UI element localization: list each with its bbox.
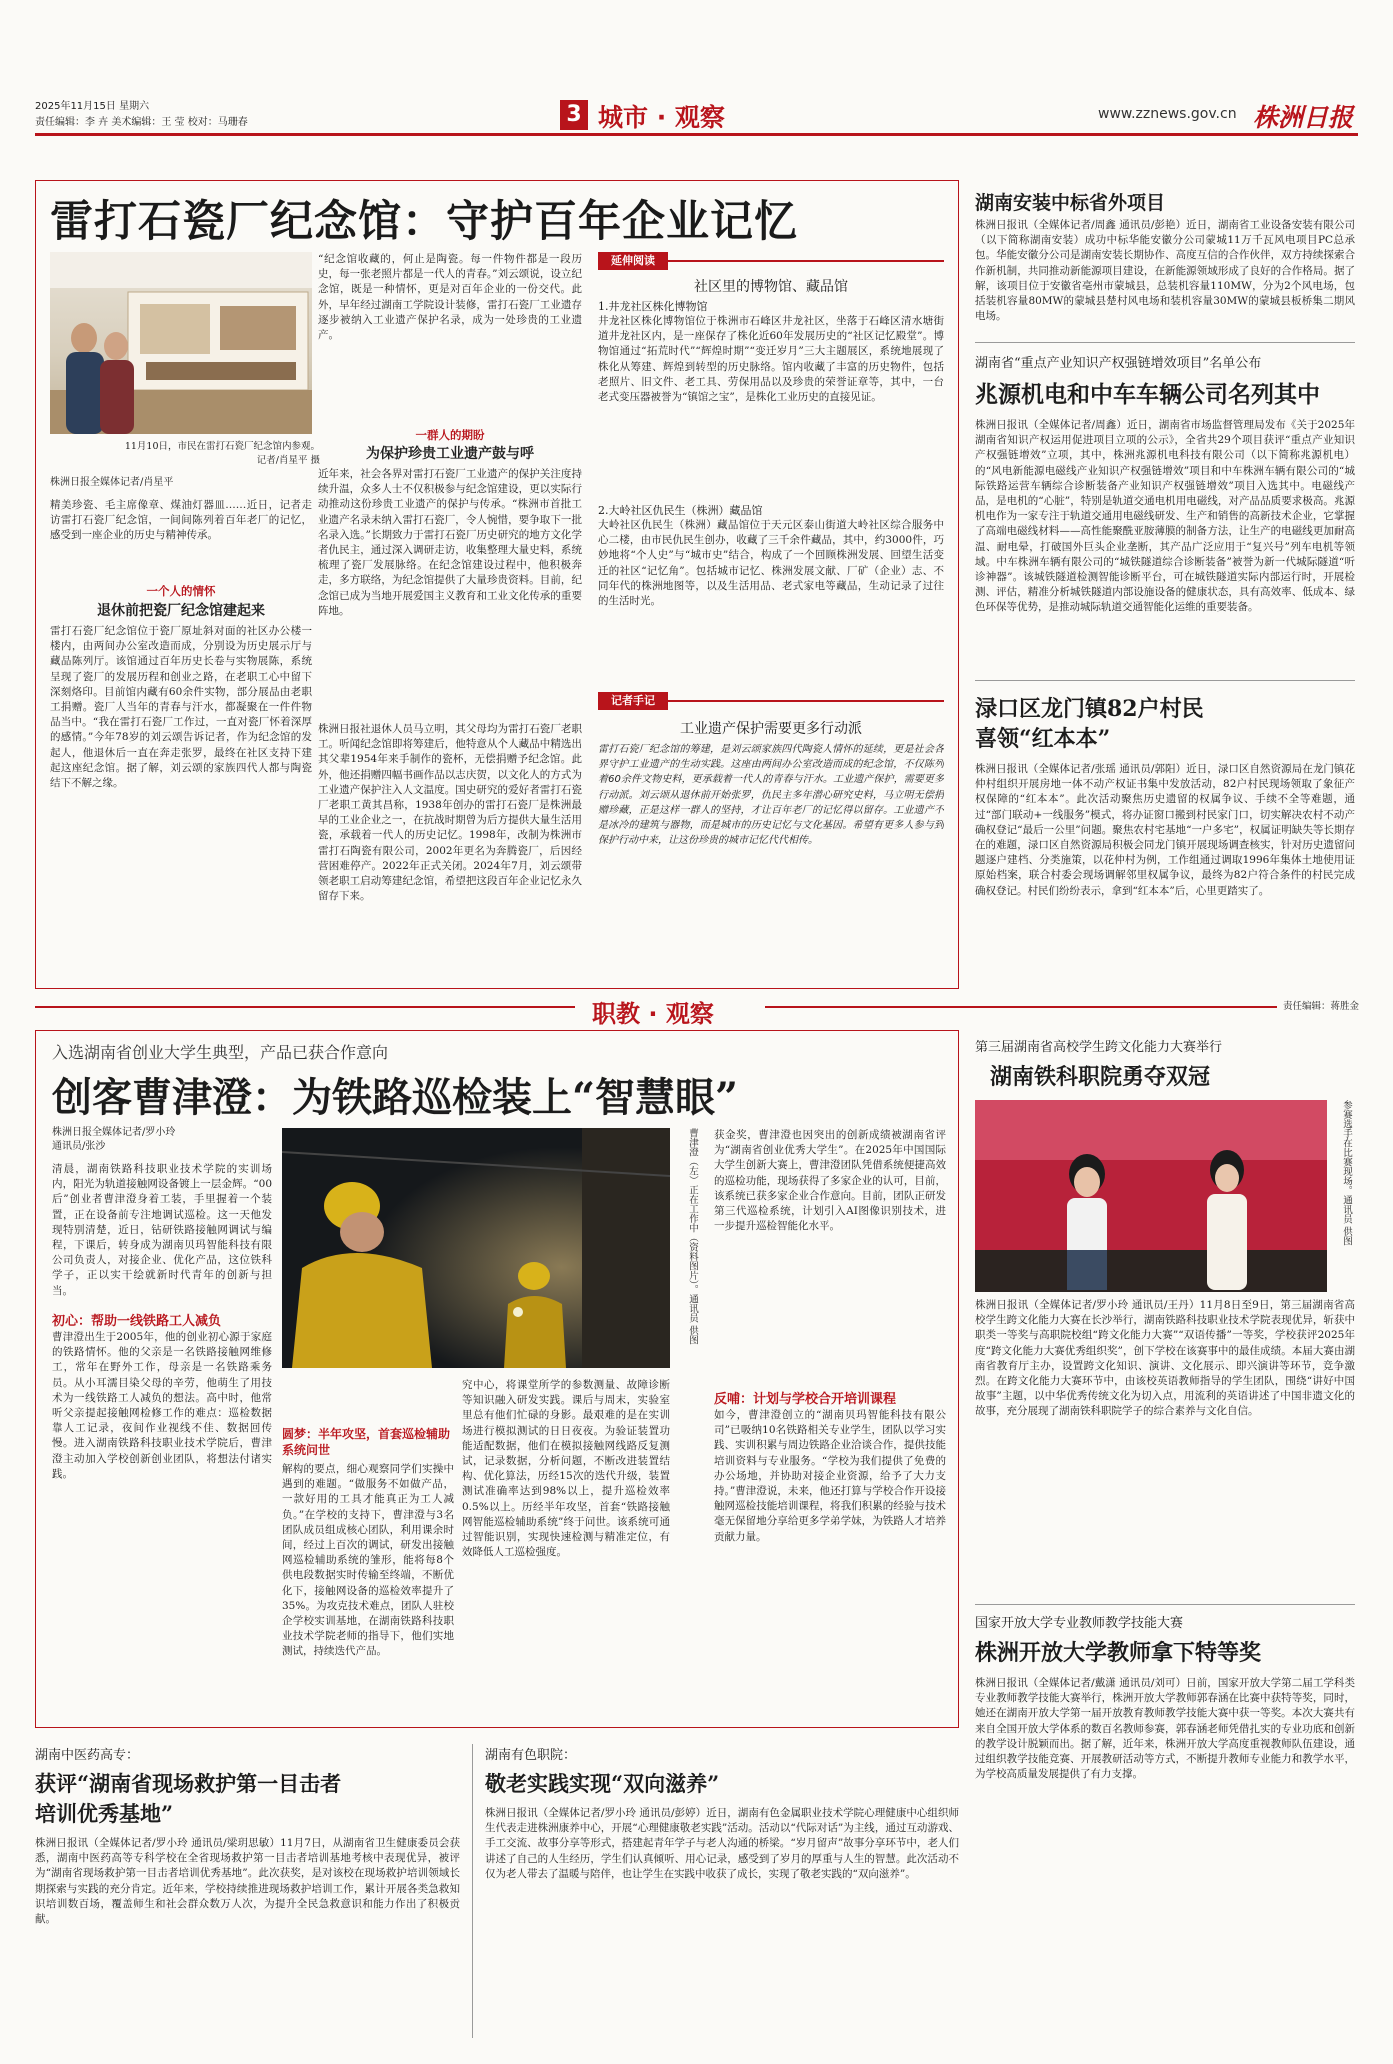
article2-byline1: 株洲日报全媒体记者/罗小玲 bbox=[52, 1127, 176, 1138]
article2-text1: 清晨，湖南铁路科技职业技术学院的实训场内，阳光为轨道接触网设备镀上一层金辉。“00后”创业者曹津澄身着工装，手里握着一个装置，正在设备前专注地调试巡检。这一天他发现特别清楚，近日，钻研铁路接触网调试与编程，下课后，转身成为湖南贝玛智能科技有限公司负责人，对接企业、优化产品，这位铁科学子，正以实干绘就新时代青年的创新与担当。 bbox=[52, 1163, 272, 1297]
article2-title: 创客曹津澄：为铁路巡检装上“智慧眼” bbox=[52, 1074, 739, 1121]
article2-photo bbox=[282, 1128, 670, 1368]
news7-kicker: 湖南有色职院： bbox=[485, 1748, 577, 1763]
news7-text: 株洲日报讯（全媒体记者/罗小玲 通讯员/彭婷）近日，湖南有色金属职业技术学院心理健康中心组织师生代表走进株洲康养中心，开展“心理健康敬老实践”活动。活动以“代际对话”为主线，通过互动游戏、手工交流、故事分享等形式，搭建起青年学子与老人沟通的桥梁。“岁月留声”故事分享环节中，老人们讲述了自己的人生经历，学生们认真倾听、用心记录，感受到了岁月的厚重与人生的智慧。此次活动不仅为老人带去了温暖与陪伴，也让学生在实践中收获了成长，实现了敬老实践的“双向滋养”。 bbox=[485, 1807, 959, 1880]
news2-text: 株洲日报讯（全媒体记者/周鑫）近日，湖南省市场监督管理局发布《关于2025年湖南省知识产权运用促进项目立项的公示》，全省共29个项目获评“重点产业知识产权强链增效”立项，其中，株洲兆源机电科技有限公司（以下简称兆源机电）的“风电新能源电磁线产业知识产权强链增效”项目和中车株洲车辆有限公司的“城际铁路运营车辆综合诊断装备产业知识产权强链增效”项目入选其中。电磁线产品，是电机的“心脏”，特别是轨道交通电机用电磁线，对产品品质要求极高。兆源机电作为一家专注于轨道交通用电磁线研发、生产和销售的高新技术企业，它掌握了高端电磁线材料——高性能聚酰亚胺薄膜的制备方法，让生产的电磁线更加耐高温、耐电晕，打破国外巨头企业垄断，其产品广泛应用于“复兴号”列车电机等领域。中车株洲车辆有限公司的“城铁隧道综合诊断装备”被誉为新一代城际隧道“听诊神器”。该城铁隧道检测智能诊断平台，可在城铁隧道实际内部运行时，开展检测、评估，精准分析城铁隧道内部设施设备的健康状态，具有高效率、低成本、绿色环保等优势，是推动城际轨道交通智能化运维的重要装备。 bbox=[975, 419, 1355, 614]
news1-divider bbox=[975, 342, 1355, 343]
news3-text: 株洲日报讯（全媒体记者/张瑶 通讯员/郭阳）近日，渌口区自然资源局在龙门镇花仲村组织开展房地一体不动产权证书集中发放活动，82户村民现场领取了象征产权保障的“红本本”。此次活动聚焦历史遗留的权属争议、手续不全等难题，通过“部门联动+一线服务”模式，将办证窗口搬到村民家门口，切实解决农村不动产确权登记“最后一公里”问题。聚焦农村宅基地“一户多宅”，权属证明缺失等长期存在的难题，渌口区自然资源局积极会同龙门镇开展现场调查核实，针对历史遗留问题逐户建档、分类施策，以花仲村为例，工作组通过调取1996年集体土地使用证原始档案，联合村委会现场调解邻里权属争议，最终为82户符合条件的村民完成确权登记。村民们纷纷表示，拿到“红本本”后，心里更踏实了。 bbox=[975, 763, 1355, 897]
article2-text5: 获金奖，曹津澄也因突出的创新成绩被湖南省评为“湖南省创业优秀大学生”。在2025年中国国际大学生创新大赛上，曹津澄团队凭借系统便捷高效的巡检功能，现场获得了多家企业的认可，目前，该系统已获多家企业合作意向。目前，团队正研发第三代巡检系统，计划引入AI图像识别技术，进一步提升巡检智能化水平。 bbox=[714, 1129, 946, 1233]
sidebar-item1-text: 井龙社区株化博物馆位于株洲市石峰区井龙社区，坐落于石峰区清水塘街道井龙社区内，是一座保存了株化近60年发展历史的“社区记忆殿堂”。博物馆通过“拓荒时代”“辉煌时期”“变迁岁月”三大主题展区，系统地展现了株化从筹建、辉煌到转型的历史脉络。馆内收藏了丰富的历史物件，包括老照片、旧文件、老工具、劳保用品以及珍贵的荣誉证章等，其中，一台老式变压器被誉为“镇馆之宝”，是株化工业历史的直接见证。 bbox=[598, 315, 944, 404]
news4-kicker: 第三届湖南省高校学生跨文化能力大赛举行 bbox=[975, 1040, 1223, 1055]
sidebar-item2-title: 2.大岭社区仇民生（株洲）藏品馆 bbox=[598, 504, 763, 517]
news5-title: 株洲开放大学教师拿下特等奖 bbox=[975, 1640, 1262, 1666]
article1-text2: “纪念馆收藏的，何止是陶瓷。每一件物件都是一段历史，每一张老照片都是一代人的青春。”刘云颂说，设立纪念馆，既是一种情怀，更是对百年企业的一份交代。此外，早年经过湖南工学院设计装修，雷打石瓷厂工业遗存逐步被纳入工业遗产保护名录，成为一处珍贵的工业遗产。 bbox=[318, 253, 582, 342]
news1-text: 株洲日报讯（全媒体记者/周鑫 通讯员/彭艳）近日，湖南省工业设备安装有限公司（以下简称湖南安装）成功中标华能安徽分公司蒙城11万千瓦风电项目PC总承包。华能安徽分公司是湖南安装长期协作、高度互信的合作伙伴，双方持续探索合作新机制，共同推动新能源项目建设，在新能源领域形成了良好的合作格局。据了解，该项目位于安徽省亳州市蒙城县，总装机容量110MW，分为2个风电场，包括装机容量80MW的蒙城县楚村风电场和装机容量30MW的蒙城县板桥集二期风电场。 bbox=[975, 219, 1355, 323]
news4-title: 湖南铁科职院勇夺双冠 bbox=[990, 1064, 1211, 1090]
sidebar-title: 社区里的博物馆、藏品馆 bbox=[694, 279, 848, 295]
news3-title-line1: 渌口区龙门镇82户村民 bbox=[975, 696, 1204, 722]
article2-sub2: 圆梦：半年攻坚，首套巡检辅助系统问世 bbox=[282, 1427, 451, 1457]
website[interactable]: www.zznews.gov.cn bbox=[1098, 106, 1237, 122]
news4-photo-caption: 参赛选手在比赛现场。通讯员 供图 bbox=[1341, 1100, 1352, 1246]
article1-photo-caption: 11月10日，市民在雷打石瓷厂纪念馆内参观。 bbox=[124, 441, 320, 452]
article1-photo-credit: 记者/肖星平 摄 bbox=[256, 455, 320, 466]
sidebar-tag-rule bbox=[668, 260, 944, 262]
article1-text3: 近年来，社会各界对雷打石瓷厂工业遗产的保护关注度持续升温，众多人士不仅积极参与纪念馆建设，更以实际行动推动这份珍贵工业遗产的保护与传承。“株洲市首批工业遗产名录未纳入雷打石瓷厂，令人惋惜，要争取下一批名录入选。”长期致力于雷打石瓷厂历史研究的地方文化学者仇民主，通过深入调研走访，收集整理大量史料，系统梳理了瓷厂发展脉络。在纪念馆建设过程中，他积极奔走，多方联络，为纪念馆提供了大量珍贵资料。目前，纪念馆已成为当地开展爱国主义教育和工业文化传承的重要阵地。 bbox=[318, 468, 582, 617]
article1-sub1-small: 一个人的情怀 bbox=[146, 584, 216, 598]
article2-byline2: 通讯员/张沙 bbox=[52, 1141, 106, 1152]
article1-title: 雷打石瓷厂纪念馆：守护百年企业记忆 bbox=[50, 197, 798, 247]
article2-kicker: 入选湖南省创业大学生典型，产品已获合作意向 bbox=[52, 1043, 389, 1062]
news6-title-line2: 培训优秀基地” bbox=[35, 1801, 174, 1826]
article1-lead: 精美珍瓷、毛主席像章、煤油灯器皿……近日，记者走访雷打石瓷厂纪念馆，一间间陈列着百年老厂的记忆，感受到一座企业的历史与精神传承。 bbox=[50, 499, 312, 542]
news2-kicker: 湖南省“重点产业知识产权强链增效项目”名单公布 bbox=[975, 356, 1262, 371]
page-editors: 责任编辑：李 卉 美术编辑：王 莹 校对：马珊春 bbox=[35, 117, 248, 128]
article2-text2: 曹津澄出生于2005年，他的创业初心源于家庭的铁路情怀。他的父亲是一名铁路接触网维修工，常年在野外工作，母亲是一名铁路乘务员。从小耳濡目染父母的辛劳，他萌生了用技术为一线铁路工人减负的想法。高中时，他常听父亲提起接触网检修工作的难点：巡检数据靠人工记录，夜间作业视线不佳、数据回传慢。进入湖南铁路科技职业技术学院后，曹津澄主动加入学校创新创业团队，将想法付诸实践。 bbox=[52, 1331, 272, 1480]
section2-title: 职教 · 观察 bbox=[592, 1000, 714, 1028]
note-title: 工业遗产保护需要更多行动派 bbox=[680, 721, 862, 737]
note-tag: 记者手记 bbox=[598, 692, 668, 710]
article2-text3: 解构的要点，细心观察同学们实操中遇到的难题。“做服务不如做产品，一款好用的工具才能真正为工人减负。”在学校的支持下，曹津澄与3名团队成员组成核心团队，利用课余时间，经过上百次的调试，研发出接触网巡检辅助系统的雏形，能将每8个供电段数据实时传输至终端，不断优化下，接触网设备的巡检效率提升了35%。为攻克技术难点，团队人驻校企学校实训基地，在湖南铁路科技职业技术学院老师的指导下，他们实地测试，持续迭代产品。 bbox=[282, 1463, 454, 1658]
article2-sub1: 初心：帮助一线铁路工人减负 bbox=[52, 1314, 222, 1329]
issue-date: 2025年11月15日 星期六 bbox=[35, 101, 150, 112]
news6-kicker: 湖南中医药高专： bbox=[35, 1748, 140, 1763]
news3-title-line2: 喜领“红本本” bbox=[975, 726, 1111, 752]
news6-title-line1: 获评“湖南省现场救护第一目击者 bbox=[35, 1771, 342, 1796]
article1-photo bbox=[50, 252, 312, 434]
article2-photo-caption: 曹津澄（左）正在工作中（资料图片）。通讯员 供图 bbox=[687, 1128, 698, 1345]
article2-sub3: 反哺：计划与学校合开培训课程 bbox=[714, 1392, 897, 1407]
news4-photo bbox=[975, 1100, 1327, 1292]
note-text: 雷打石瓷厂纪念馆的筹建，是刘云颂家族四代陶瓷人情怀的延续，更是社会各界守护工业遗产的生动实践。这座由两间办公室改造而成的纪念馆，不仅陈列着60余件文物史料，更承载着一代人的青春与汗水。工业遗产保护，需要更多行动派。刘云颂从退休前开始张罗，仇民主多年潜心研究史料，马立明无偿捐赠珍藏，正是这样一群人的坚持，才让百年老厂的记忆得以留存。工业遗产不是冰冷的建筑与器物，而是城市的历史记忆与文化基因。希望有更多人参与到保护行动中来，让这份珍贵的城市记忆代代相传。 bbox=[598, 744, 944, 847]
newspaper-logo: 株洲日报 bbox=[1253, 103, 1354, 132]
section2-rule-right bbox=[765, 1006, 1277, 1008]
article2-text6: 如今，曹津澄创立的“湖南贝玛智能科技有限公司”已吸纳10名铁路相关专业学生，团队以学习实践、实训积累与周边铁路企业洽谈合作，提供技能培训资料与专业服务。“学校为我们提供了免费的办公场地，并协助对接企业资源，给予了大力支持。”曹津澄说，未来，他还打算与学校合作开设接触网巡检技能培训课程，将我们积累的经验与技术毫无保留地分享给更多学弟学妹，为铁路人才培养贡献力量。 bbox=[714, 1409, 946, 1543]
article1-byline: 株洲日报全媒体记者/肖星平 bbox=[50, 477, 174, 488]
news5-kicker: 国家开放大学专业教师教学技能大赛 bbox=[975, 1616, 1184, 1631]
news4-text: 株洲日报讯（全媒体记者/罗小玲 通讯员/王丹）11月8日至9日，第三届湖南省高校学生跨文化能力大赛在长沙举行，湖南铁路科技职业技术学院表现优异，斩获中职类一等奖与高职院校组“跨文化能力大赛”“双语传播”一等奖，学校获评2025年度“跨文化能力大赛优秀组织奖”，创下学校在该赛事中的最佳成绩。本届大赛由湖南省教育厅主办，设置跨文化知识、演讲、文化展示、即兴演讲等环节，竞争激烈。在跨文化能力大赛环节中，由该校英语教师指导的学生团队，围绕“讲好中国故事”主题，以中华优秀传统文化为切入点，用流利的英语讲述了中国非遗文化的故事，充分展现了湖南铁科职院学子的综合素养与文化自信。 bbox=[975, 1299, 1355, 1418]
note-tag-rule bbox=[668, 700, 944, 702]
article2-text4: 究中心，将课堂所学的参数测量、故障诊断等知识融入研发实践。课后与周末，实验室里总有他们忙碌的身影。最艰难的是在实训场进行模拟测试的日日夜夜。为验证装置功能适配数据，他们在模拟接触网线路反复测试，记录数据，分析问题，不断改进装置结构、优化算法，历经15次的迭代升级，装置测试准确率达到98%以上，提升巡检效率0.5%以上。历经半年攻坚，首套“铁路接触网智能巡检辅助系统”终于问世。该系统可通过智能识别，实现快速检测与精准定位，有效降低人工巡检强度。 bbox=[462, 1379, 670, 1559]
news7-title: 敬老实践实现“双向滋养” bbox=[485, 1771, 720, 1796]
article1-text4: 株洲日报社退休人员马立明，其父母均为雷打石瓷厂老职工。听闻纪念馆即将筹建后，他特意从个人藏品中精选出其父辈1954年来手制作的瓷杯，无偿捐赠予纪念馆。此外，他还捐赠四幅书画作品以志庆贺，以文化人的方式为工业遗产保护注入人文温度。国史研究的爱好者雷打石瓷厂老职工黄其昌称，1938年创办的雷打石瓷厂是株洲最早的工业企业之一，在抗战时期曾为后方提供大量生活用瓷，承载着一代人的历史记忆。1998年，改制为株洲市雷打石陶瓷有限公司，2002年更名为奔腾瓷厂，后因经营困难停产。2022年正式关闭。2024年7月，刘云颂带领老职工启动筹建纪念馆，希望把这段百年企业记忆永久留存下来。 bbox=[318, 723, 582, 903]
news2-divider bbox=[975, 680, 1355, 681]
bottom-divider bbox=[472, 1744, 473, 2038]
page-number: 3 bbox=[560, 100, 588, 130]
news2-title: 兆源机电和中车车辆公司名列其中 bbox=[975, 381, 1320, 408]
masthead-rule bbox=[35, 133, 1358, 136]
sidebar-item2-text: 大岭社区仇民生（株洲）藏品馆位于天元区泰山街道大岭社区综合服务中心二楼，由市民仇民生创办，收藏了三千余件藏品，其中，约3000件，巧妙地将“个人史”与“城市史”结合，构成了一个回顾株洲发展、回望生活变迁的社区“记忆角”。包括城市记忆、株洲发展文献、厂矿（企业）志、不同年代的株洲地图等，以及生活用品、老式家电等藏品，生动记录了过往的生活时光。 bbox=[598, 519, 944, 608]
sidebar-tag: 延伸阅读 bbox=[598, 252, 668, 270]
article1-sub2: 为保护珍贵工业遗产鼓与呼 bbox=[366, 446, 534, 462]
news1-title: 湖南安装中标省外项目 bbox=[975, 192, 1166, 214]
section2-editor: 责任编辑：蒋胜金 bbox=[1283, 1001, 1360, 1012]
news5-text: 株洲日报讯（全媒体记者/戴潇 通讯员/刘可）日前，国家开放大学第二届工学科类专业教师教学技能大赛举行，株洲开放大学教师郭春涵在比赛中获特等奖，同时，她还在湖南开放大学第一届开放教育教师教学技能大赛中获一等奖。本次大赛共有来自全国开放大学体系的数百名教师参赛，郭春涵老师凭借扎实的专业功底和创新的教学设计脱颖而出。据了解，近年来，株洲开放大学高度重视教师队伍建设，通过组织教学技能竞赛、开展教研活动等方式，不断提升教师专业能力和教学水平，为学校高质量发展提供了有力支撑。 bbox=[975, 1677, 1355, 1781]
news6-text: 株洲日报讯（全媒体记者/罗小玲 通讯员/梁玥思敏）11月7日，从湖南省卫生健康委员会获悉，湖南中医药高等专科学校在全省现场救护第一目击者培训基地考核中表现优异，被评为“湖南省现场救护第一目击者培训优秀基地”。此次获奖，是对该校在现场救护培训领域长期探索与实践的充分肯定。近年来，学校持续推进现场救护培训工作，累计开展各类急救知识培训数百场，覆盖师生和社会群众数万人次，为提升全民急救意识和能力作出了积极贡献。 bbox=[35, 1837, 460, 1926]
section2-rule-left bbox=[35, 1006, 575, 1008]
sidebar-item1-title: 1.井龙社区株化博物馆 bbox=[598, 300, 708, 313]
article2-text3-top bbox=[282, 1378, 454, 1420]
news4-divider bbox=[975, 1604, 1355, 1605]
article1-sub2-small: 一群人的期盼 bbox=[415, 428, 485, 442]
article1-text1: 雷打石瓷厂纪念馆位于瓷厂原址斜对面的社区办公楼一楼内，由两间办公室改造而成，分别设为历史展示厅与藏品陈列厅。该馆通过百年历史长卷与实物展陈，系统呈现了瓷厂的发展历程和创业之路，在老职工心中留下深刻烙印。目前馆内藏有60余件实物，部分展品由老职工捐赠。瓷厂人当年的青春与汗水，都凝聚在一件件物品当中。“我在雷打石瓷厂工作过，一直对瓷厂怀着深厚的感情。”今年78岁的刘云颂告诉记者，作为纪念馆的发起人，他退休后一直在奔走张罗，最终在社区支持下建起这座纪念馆。据了解，刘云颂的家族四代人都与陶瓷结下不解之缘。 bbox=[50, 625, 312, 790]
article1-sub1: 退休前把瓷厂纪念馆建起来 bbox=[97, 603, 265, 619]
section-title: 城市 · 观察 bbox=[598, 103, 725, 132]
